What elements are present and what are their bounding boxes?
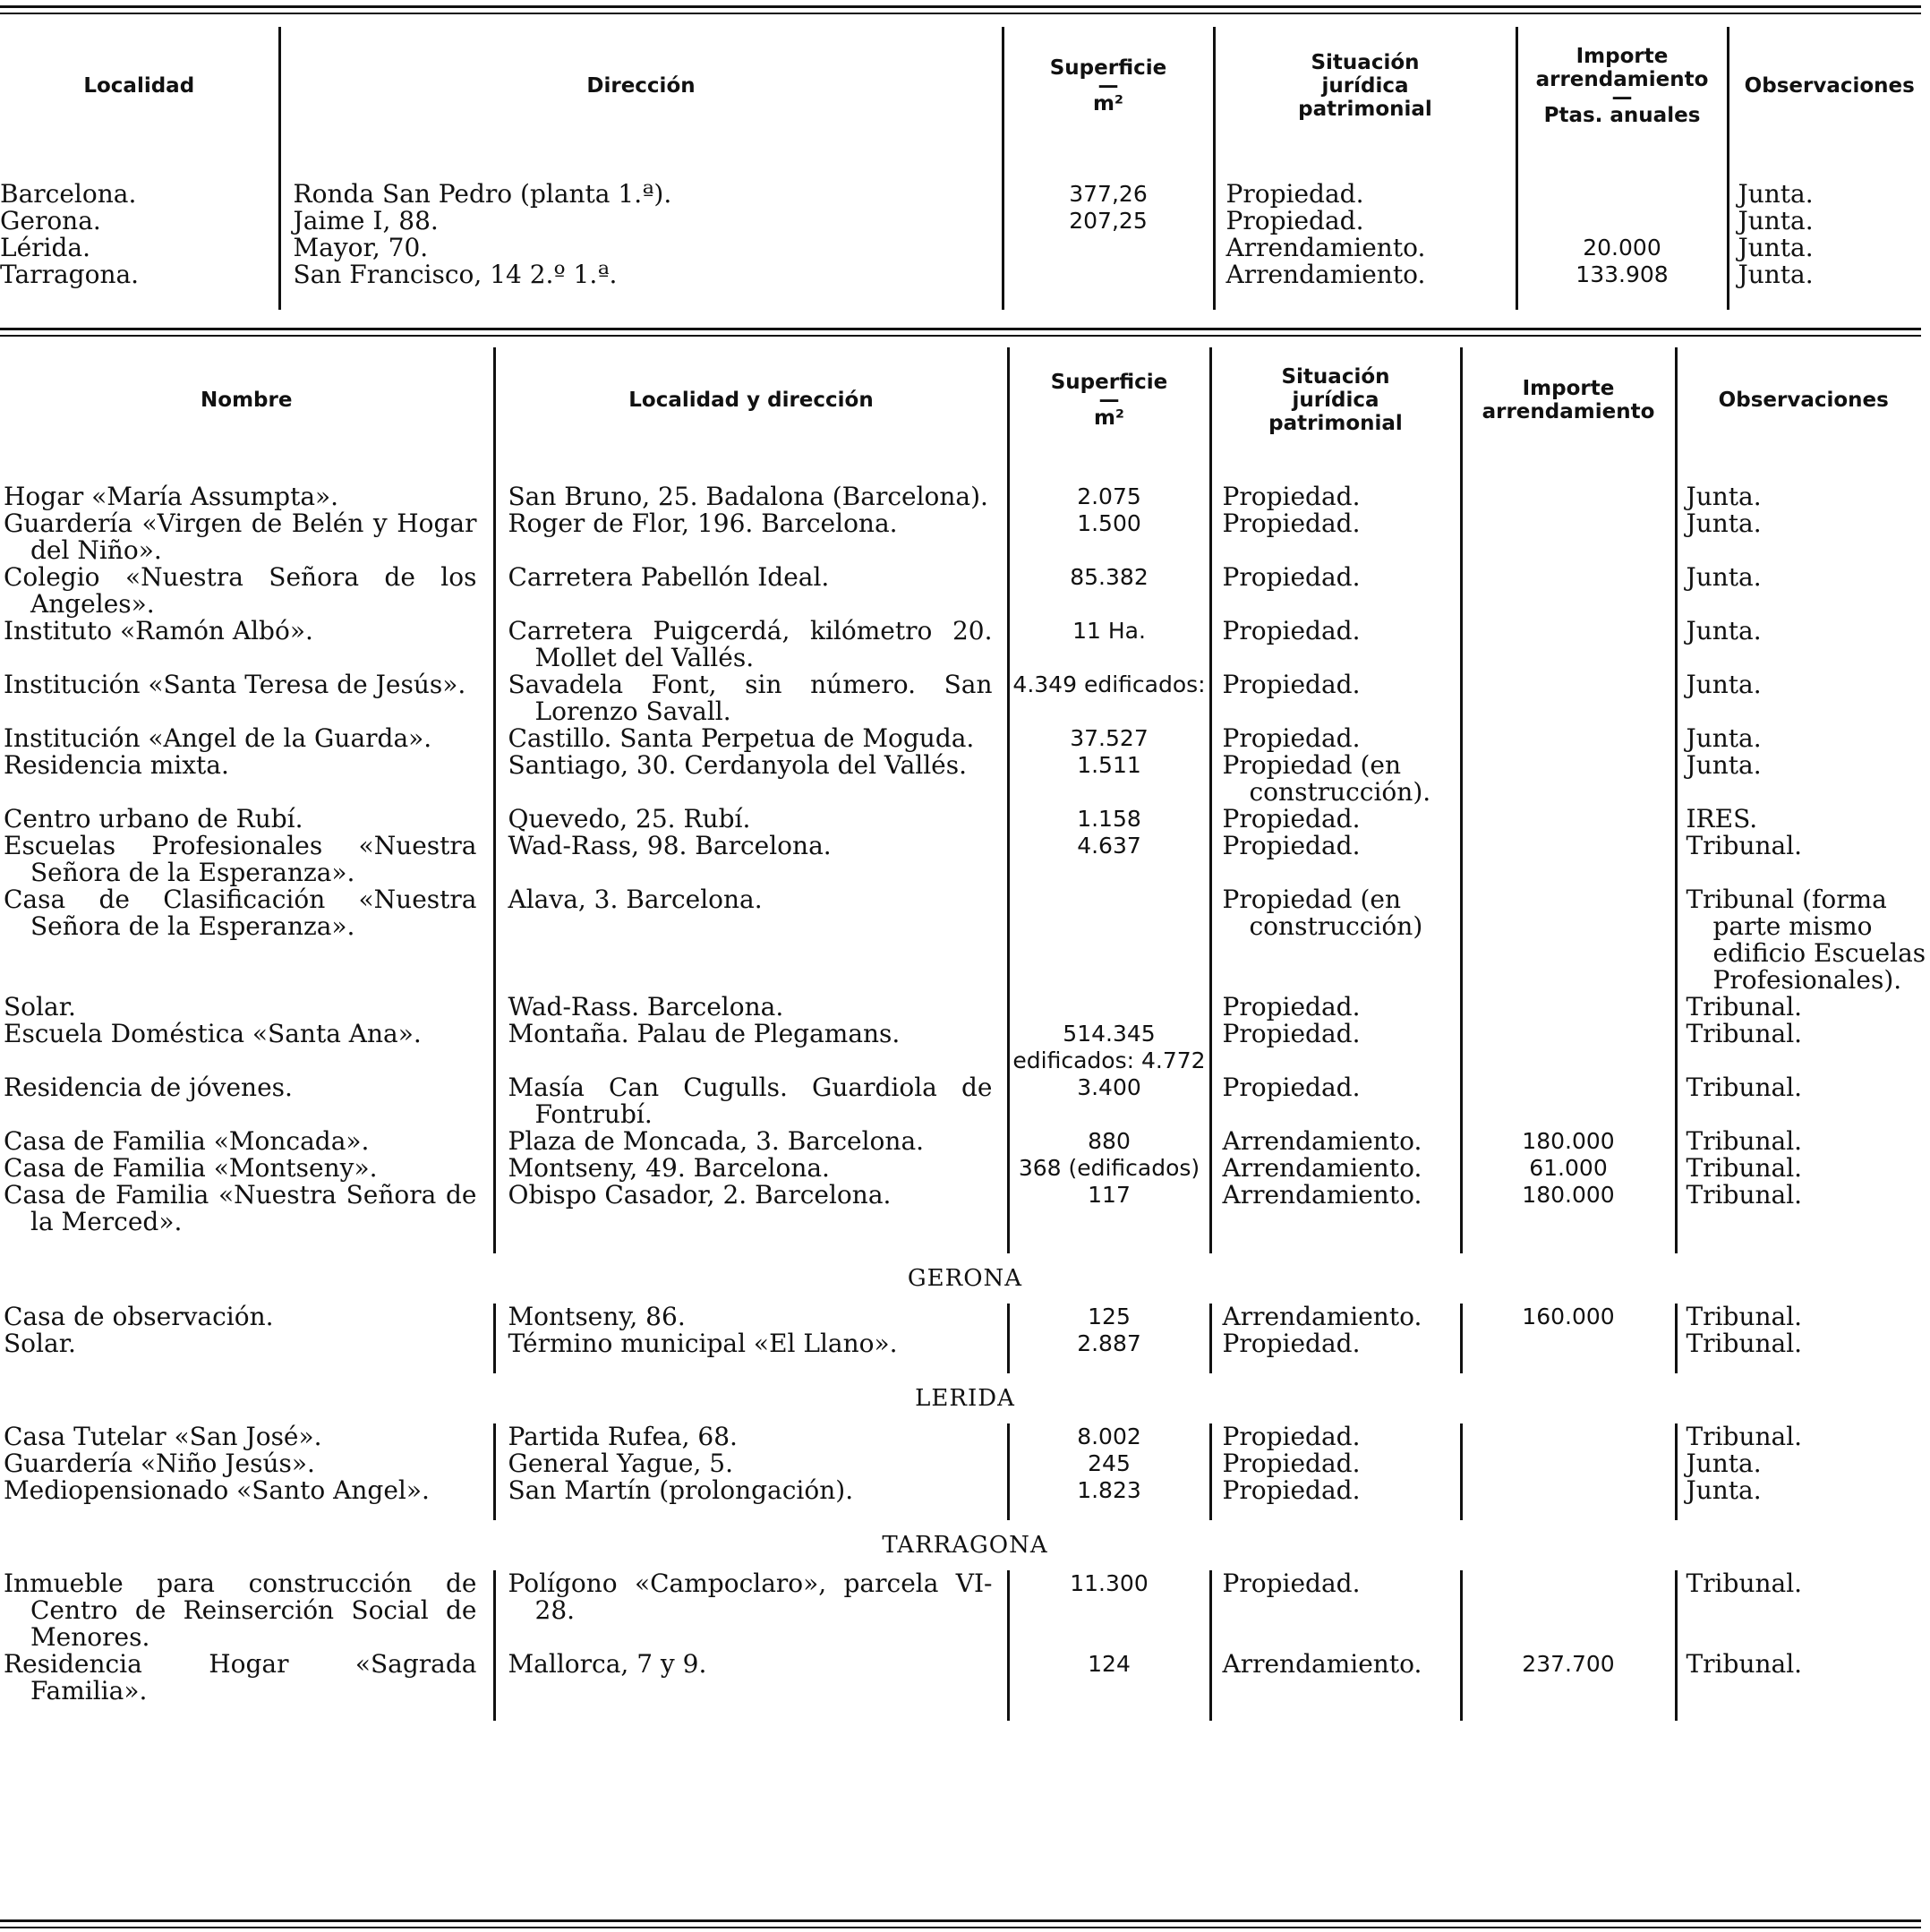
nombre-cell: Casa de Familia «Nuestra Señora de la Merced». [4,1180,477,1236]
spacer-cell [0,288,279,310]
direccion-cell: Carretera Pabellón Ideal. [494,564,1008,618]
spacer-cell [1008,453,1210,483]
offices-header-row [0,27,1930,145]
importe-cell [1461,564,1676,618]
spacer-row [0,1235,1930,1253]
observaciones-cell: IRES. [1676,806,1930,833]
direccion-cell: Carretera Puigcerdá, kilómetro 20. Mollet del Vallés. [494,618,1008,671]
table-row [0,671,1930,725]
institutions-table [0,347,1930,1721]
situacion-cell: Arrendamiento. [1214,261,1516,288]
spacer-cell [1214,145,1516,181]
spacer-cell [0,1504,494,1520]
spacer-row [0,1357,1930,1373]
importe-cell [1461,806,1676,833]
observaciones-cell: Junta. [1676,483,1930,510]
superficie-cell: 85.382 [1008,564,1210,618]
situacion-cell: Propiedad. [1214,181,1516,208]
observaciones-cell: Junta. [1676,1477,1930,1504]
superficie-cell: 3.400 [1008,1074,1210,1128]
superficie-cell: 117 [1008,1182,1210,1235]
spacer-cell [1676,1705,1930,1721]
observaciones-cell: Junta. [1728,208,1930,235]
superficie-cell: 514.345 edificados: 4.772 [1008,1021,1210,1074]
spacer-cell [1210,1705,1461,1721]
table-row [0,994,1930,1021]
table-row [0,1423,1930,1450]
importe-cell [1516,208,1728,235]
situacion-cell: Propiedad. [1210,1074,1461,1128]
header-observaciones-2: Observaciones [1676,347,1930,453]
spacer-cell [1461,1357,1676,1373]
spacer-cell [0,453,494,483]
superficie-cell [1003,235,1214,261]
direccion-cell: Alava, 3. Barcelona. [494,886,1008,994]
table-row [0,1021,1930,1074]
header-importe-l3: Ptas. anuales [1543,104,1701,127]
superficie-cell: 11.300 [1008,1570,1210,1651]
observaciones-cell: Tribunal. [1676,1330,1930,1357]
direccion-cell: Masía Can Cugulls. Guardiola de Fontrubí. [494,1074,1008,1128]
spacer-cell [1008,1504,1210,1520]
spacer-cell [0,1357,494,1373]
spacer-cell [494,1504,1008,1520]
observaciones-cell: Junta. [1728,261,1930,288]
header-situacion-l3: patrimonial [1298,98,1432,121]
superficie-cell: 880 [1008,1128,1210,1155]
top-rule-2 [0,13,1921,14]
header-direccion: Dirección [279,27,1003,145]
nombre-cell: Casa de Clasificación «Nuestra Señora de la Esperanza». [4,885,477,941]
nombre-cell: Institución «Santa Teresa de Jesús». [4,670,466,699]
spacer-cell [1214,288,1516,310]
situacion-cell: Arrendamiento. [1210,1182,1461,1235]
importe-cell [1461,833,1676,886]
header-superficie-dash: — [1097,74,1119,98]
table-row [0,181,1930,208]
spacer-cell [1210,1357,1461,1373]
top-rule [0,5,1921,8]
spacer-cell [494,1357,1008,1373]
institutions-header-row [0,347,1930,453]
direccion-cell: Plaza de Moncada, 3. Barcelona. [494,1128,1008,1155]
header-situacion-2-l3: patrimonial [1268,412,1403,435]
superficie-cell: 4.349 edificados: [1008,671,1210,725]
section-heading-row [0,1373,1930,1423]
header-situacion-2-l2: jurídica [1292,389,1379,412]
direccion-cell: Mayor, 70. [279,235,1003,261]
importe-cell: 20.000 [1516,235,1728,261]
table-row [0,725,1930,752]
section-heading-row [0,1520,1930,1570]
header-importe-2-l2: arrendamiento [1482,400,1655,423]
spacer-cell [1516,288,1728,310]
header-importe-2 [1461,347,1676,453]
spacer-cell [0,1235,494,1253]
nombre-cell: Institución «Angel de la Guarda». [4,723,432,753]
spacer-cell [1461,453,1676,483]
bottom-spacer-row [0,288,1930,310]
direccion-cell: Montaña. Palau de Plegamans. [494,1021,1008,1074]
spacer-cell [1210,453,1461,483]
superficie-cell: 2.887 [1008,1330,1210,1357]
spacer-cell [279,145,1003,181]
nombre-cell: Escuela Doméstica «Santa Ana». [4,1019,422,1048]
situacion-cell: Propiedad. [1210,618,1461,671]
section-heading: GERONA [907,1265,1023,1292]
bottom-rule [0,1919,1921,1922]
table-row [0,1074,1930,1128]
header-situacion-2-l1: Situación [1281,365,1390,389]
table-row [0,564,1930,618]
situacion-cell: Propiedad. [1210,994,1461,1021]
header-observaciones: Observaciones [1728,27,1930,145]
situacion-cell: Propiedad. [1210,1570,1461,1651]
table-row [0,806,1930,833]
importe-cell [1461,1477,1676,1504]
header-superficie-2 [1008,347,1210,453]
situacion-cell: Propiedad. [1210,510,1461,564]
header-superficie-label: Superficie [1049,56,1167,80]
importe-cell [1461,1021,1676,1074]
table-row [0,833,1930,886]
importe-cell [1461,510,1676,564]
situacion-cell: Propiedad. [1214,208,1516,235]
spacer-cell [1676,453,1930,483]
importe-cell [1461,483,1676,510]
superficie-cell [1008,994,1210,1021]
spacer-cell [1461,1705,1676,1721]
header-superficie-2-dash: — [1098,389,1120,412]
nombre-cell: Solar. [4,992,76,1022]
header-superficie-2-unit: m² [1093,406,1125,430]
superficie-cell: 368 (edificados) [1008,1155,1210,1182]
header-localidad-direccion: Localidad y dirección [494,347,1008,453]
header-importe-dash: — [1611,86,1633,109]
nombre-cell: Hogar «María Assumpta». [4,482,339,511]
importe-cell [1461,1330,1676,1357]
spacer-cell [1008,1357,1210,1373]
localidad-cell: Tarragona. [0,260,140,289]
nombre-cell: Casa de observación. [4,1302,274,1331]
observaciones-cell: Tribunal. [1676,1155,1930,1182]
importe-cell [1461,671,1676,725]
table-row [0,1477,1930,1504]
observaciones-cell: Tribunal. [1676,1128,1930,1155]
situacion-cell: Propiedad. [1210,1477,1461,1504]
spacer-cell [1003,145,1214,181]
header-localidad: Localidad [83,74,195,98]
superficie-cell: 2.075 [1008,483,1210,510]
spacer-cell [1210,1235,1461,1253]
importe-cell [1461,725,1676,752]
spacer-cell [494,453,1008,483]
importe-cell [1516,181,1728,208]
header-superficie-2-label: Superficie [1050,371,1168,394]
superficie-cell: 207,25 [1003,208,1214,235]
mid-rule [0,328,1921,330]
superficie-cell: 1.500 [1008,510,1210,564]
nombre-cell: Casa de Familia «Moncada». [4,1126,370,1156]
direccion-cell: Roger de Flor, 196. Barcelona. [494,510,1008,564]
importe-cell [1461,1423,1676,1450]
direccion-cell: San Martín (prolongación). [494,1477,1008,1504]
nombre-cell: Casa de Familia «Montseny». [4,1153,378,1183]
situacion-cell: Arrendamiento. [1214,235,1516,261]
importe-cell [1461,1450,1676,1477]
localidad-cell: Barcelona. [0,179,137,209]
spacer-cell [1728,288,1930,310]
header-situacion-2 [1210,347,1461,453]
bottom-rule-2 [0,1927,1921,1928]
situacion-cell: Propiedad (en construcción). [1210,752,1461,806]
direccion-cell: Polígono «Campoclaro», parcela VI-28. [494,1570,1008,1651]
observaciones-cell: Tribunal (forma parte mismo edificio Escuelas Profesionales). [1676,886,1930,994]
direccion-cell: Wad-Rass. Barcelona. [494,994,1008,1021]
table-row [0,261,1930,288]
situacion-cell: Propiedad. [1210,1450,1461,1477]
observaciones-cell: Junta. [1676,752,1930,806]
situacion-cell: Propiedad. [1210,725,1461,752]
spacer-cell [1461,1504,1676,1520]
importe-cell: 160.000 [1461,1304,1676,1330]
header-situacion [1214,27,1516,145]
spacer-cell [1461,1235,1676,1253]
importe-cell [1461,752,1676,806]
spacer-cell [494,1235,1008,1253]
header-situacion-l2: jurídica [1321,74,1409,98]
spacer-cell [1676,1235,1930,1253]
superficie-cell: 124 [1008,1651,1210,1705]
superficie-cell: 1.158 [1008,806,1210,833]
situacion-cell: Propiedad (en construcción) [1210,886,1461,994]
observaciones-cell: Tribunal. [1676,1651,1930,1705]
table-row [0,510,1930,564]
observaciones-cell: Junta. [1676,510,1930,564]
header-importe [1516,27,1728,145]
table-row [0,1651,1930,1705]
superficie-cell [1003,261,1214,288]
header-situacion-l1: Situación [1311,51,1420,74]
spacer-cell [1003,288,1214,310]
spacer-cell [1676,1357,1930,1373]
superficie-cell: 8.002 [1008,1423,1210,1450]
table-row [0,752,1930,806]
nombre-cell: Inmueble para construcción de Centro de Reinserción Social de Menores. [4,1569,477,1652]
nombre-cell: Guardería «Virgen de Belén y Hogar del Niño». [4,509,477,565]
mid-rule-2 [0,335,1921,337]
nombre-cell: Residencia mixta. [4,750,229,780]
superficie-cell: 1.511 [1008,752,1210,806]
direccion-cell: San Bruno, 25. Badalona (Barcelona). [494,483,1008,510]
importe-cell: 180.000 [1461,1128,1676,1155]
table-row [0,618,1930,671]
observaciones-cell: Tribunal. [1676,1423,1930,1450]
nombre-cell: Casa Tutelar «San José». [4,1422,322,1451]
situacion-cell: Propiedad. [1210,1423,1461,1450]
direccion-cell: Montseny, 86. [494,1304,1008,1330]
direccion-cell: Término municipal «El Llano». [494,1330,1008,1357]
observaciones-cell: Tribunal. [1676,1182,1930,1235]
situacion-cell: Propiedad. [1210,833,1461,886]
importe-cell: 180.000 [1461,1182,1676,1235]
nombre-cell: Residencia de jóvenes. [4,1073,293,1102]
spacer-cell [1008,1705,1210,1721]
localidad-cell: Gerona. [0,206,101,235]
observaciones-cell: Junta. [1676,1450,1930,1477]
importe-cell [1461,1074,1676,1128]
localidad-cell: Lérida. [0,233,91,262]
spacer-cell [1008,1235,1210,1253]
superficie-cell [1008,886,1210,994]
situacion-cell: Propiedad. [1210,483,1461,510]
table-row [0,1570,1930,1651]
observaciones-cell: Junta. [1676,618,1930,671]
observaciones-cell: Tribunal. [1676,994,1930,1021]
header-importe-l2: arrendamiento [1535,68,1709,91]
table-row [0,1304,1930,1330]
offices-table-body [0,145,1930,310]
observaciones-cell: Junta. [1728,235,1930,261]
table-row [0,1155,1930,1182]
table-row [0,886,1930,994]
direccion-cell: Mallorca, 7 y 9. [494,1651,1008,1705]
table-row [0,1182,1930,1235]
nombre-cell: Centro urbano de Rubí. [4,804,303,833]
observaciones-cell: Junta. [1676,725,1930,752]
observaciones-cell: Tribunal. [1676,833,1930,886]
direccion-cell: Savadela Font, sin número. San Lorenzo Savall. [494,671,1008,725]
nombre-cell: Mediopensionado «Santo Angel». [4,1475,430,1505]
observaciones-cell: Tribunal. [1676,1304,1930,1330]
situacion-cell: Propiedad. [1210,1330,1461,1357]
situacion-cell: Propiedad. [1210,1021,1461,1074]
spacer-cell [1516,145,1728,181]
header-superficie-unit: m² [1092,92,1124,115]
observaciones-cell: Tribunal. [1676,1570,1930,1651]
table-row [0,208,1930,235]
situacion-cell: Arrendamiento. [1210,1128,1461,1155]
direccion-cell: Wad-Rass, 98. Barcelona. [494,833,1008,886]
spacer-cell [1728,145,1930,181]
direccion-cell: Jaime I, 88. [279,208,1003,235]
observaciones-cell: Junta. [1676,671,1930,725]
header-importe-l1: Importe [1576,45,1669,68]
spacer-cell [1210,1504,1461,1520]
header-superficie [1003,27,1214,145]
superficie-cell: 245 [1008,1450,1210,1477]
situacion-cell: Arrendamiento. [1210,1155,1461,1182]
table-row [0,235,1930,261]
direccion-cell: General Yague, 5. [494,1450,1008,1477]
importe-cell [1461,618,1676,671]
direccion-cell: Obispo Casador, 2. Barcelona. [494,1182,1008,1235]
situacion-cell: Arrendamiento. [1210,1304,1461,1330]
direccion-cell: Montseny, 49. Barcelona. [494,1155,1008,1182]
spacer-cell [0,145,279,181]
situacion-cell: Propiedad. [1210,671,1461,725]
superficie-cell: 37.527 [1008,725,1210,752]
direccion-cell: San Francisco, 14 2.º 1.ª. [279,261,1003,288]
observaciones-cell: Junta. [1728,181,1930,208]
superficie-cell: 125 [1008,1304,1210,1330]
importe-cell [1461,886,1676,994]
header-spacer-row [0,145,1930,181]
table-row [0,1128,1930,1155]
importe-cell [1461,994,1676,1021]
table-row [0,483,1930,510]
header-nombre: Nombre [201,389,293,412]
superficie-cell: 377,26 [1003,181,1214,208]
table-row [0,1450,1930,1477]
spacer-cell [0,1705,494,1721]
institutions-table-body [0,453,1930,1721]
spacer-row [0,1504,1930,1520]
direccion-cell: Santiago, 30. Cerdanyola del Vallés. [494,752,1008,806]
importe-cell: 133.908 [1516,261,1728,288]
importe-cell [1461,1570,1676,1651]
section-heading: TARRAGONA [882,1532,1048,1559]
direccion-cell: Ronda San Pedro (planta 1.ª). [279,181,1003,208]
importe-cell: 237.700 [1461,1651,1676,1705]
nombre-cell: Solar. [4,1329,76,1358]
direccion-cell: Partida Rufea, 68. [494,1423,1008,1450]
nombre-cell: Residencia Hogar «Sagrada Familia». [4,1649,477,1705]
nombre-cell: Colegio «Nuestra Señora de los Angeles». [4,562,477,619]
importe-cell: 61.000 [1461,1155,1676,1182]
section-heading-row [0,1253,1930,1304]
direccion-cell: Castillo. Santa Perpetua de Moguda. [494,725,1008,752]
table-row [0,1330,1930,1357]
situacion-cell: Arrendamiento. [1210,1651,1461,1705]
section-heading: LERIDA [915,1385,1015,1412]
nombre-cell: Instituto «Ramón Albó». [4,616,313,645]
offices-table [0,27,1930,310]
header-importe-2-l1: Importe [1522,377,1615,400]
superficie-cell: 1.823 [1008,1477,1210,1504]
spacer-cell [494,1705,1008,1721]
direccion-cell: Quevedo, 25. Rubí. [494,806,1008,833]
spacer-cell [279,288,1003,310]
superficie-cell: 4.637 [1008,833,1210,886]
observaciones-cell: Tribunal. [1676,1021,1930,1074]
situacion-cell: Propiedad. [1210,806,1461,833]
situacion-cell: Propiedad. [1210,564,1461,618]
observaciones-cell: Junta. [1676,564,1930,618]
superficie-cell: 11 Ha. [1008,618,1210,671]
spacer-row [0,453,1930,483]
observaciones-cell: Tribunal. [1676,1074,1930,1128]
nombre-cell: Guardería «Niño Jesús». [4,1449,315,1478]
spacer-cell [1676,1504,1930,1520]
spacer-row [0,1705,1930,1721]
nombre-cell: Escuelas Profesionales «Nuestra Señora de la Esperanza». [4,831,477,887]
